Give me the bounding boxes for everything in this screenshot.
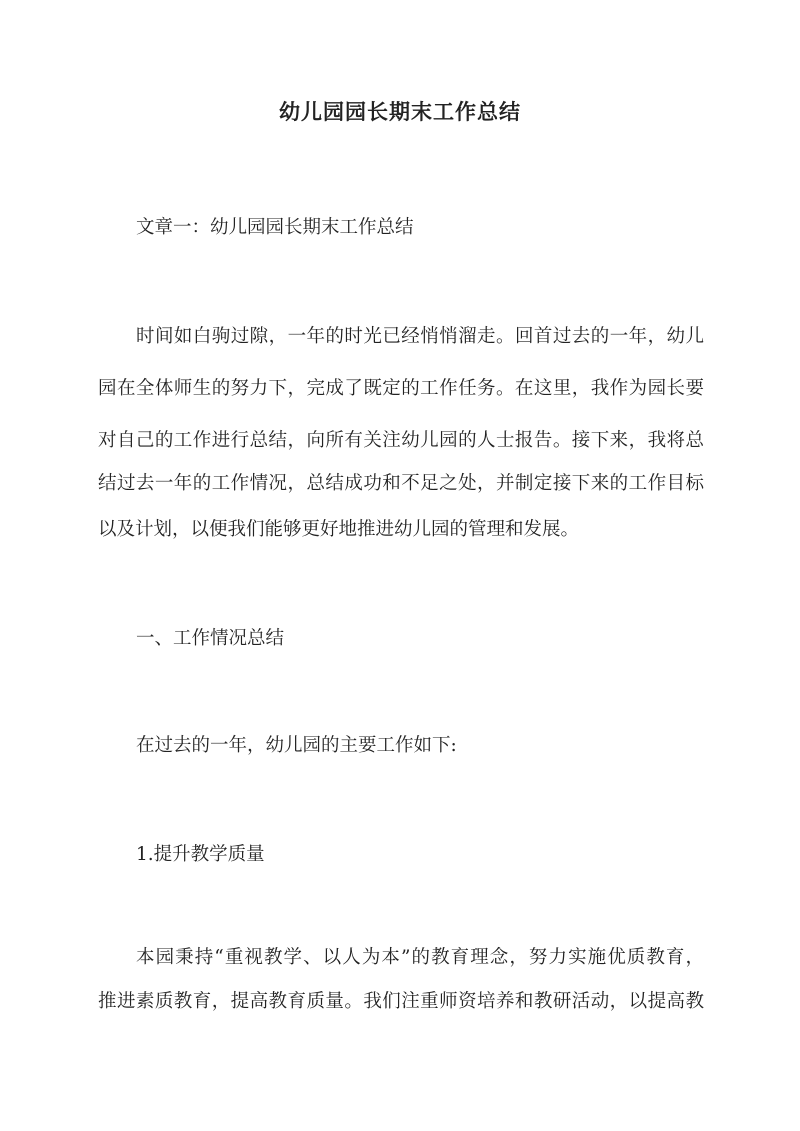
intro-line-5: 以及计划，以便我们能够更好地推进幼儿园的管理和发展。 [98, 519, 580, 540]
subsection-line-2: 推进素质教育，提高教育质量。我们注重师资培养和教研活动，以提高教 [98, 991, 704, 1012]
intro-line-1: 时间如白驹过隙，一年的时光已经悄悄溜走。回首过去的一年，幼儿 [136, 326, 704, 347]
article-heading: 文章一：幼儿园园长期末工作总结 [136, 217, 414, 238]
section-intro: 在过去的一年，幼儿园的主要工作如下: [136, 735, 457, 756]
subsection-heading: 1.提升教学质量 [136, 844, 265, 865]
subsection-line-1: 本园秉持“重视教学、以人为本”的教育理念，努力实施优质教育， [136, 947, 704, 968]
intro-line-3: 对自己的工作进行总结，向所有关注幼儿园的人士报告。接下来，我将总 [98, 430, 704, 451]
section-heading: 一、工作情况总结 [136, 628, 285, 649]
intro-line-2: 园在全体师生的努力下，完成了既定的工作任务。在这里，我作为园长要 [98, 378, 704, 399]
intro-line-4: 结过去一年的工作情况，总结成功和不足之处，并制定接下来的工作目标 [98, 473, 704, 494]
document-title: 幼儿园园长期末工作总结 [279, 99, 521, 124]
